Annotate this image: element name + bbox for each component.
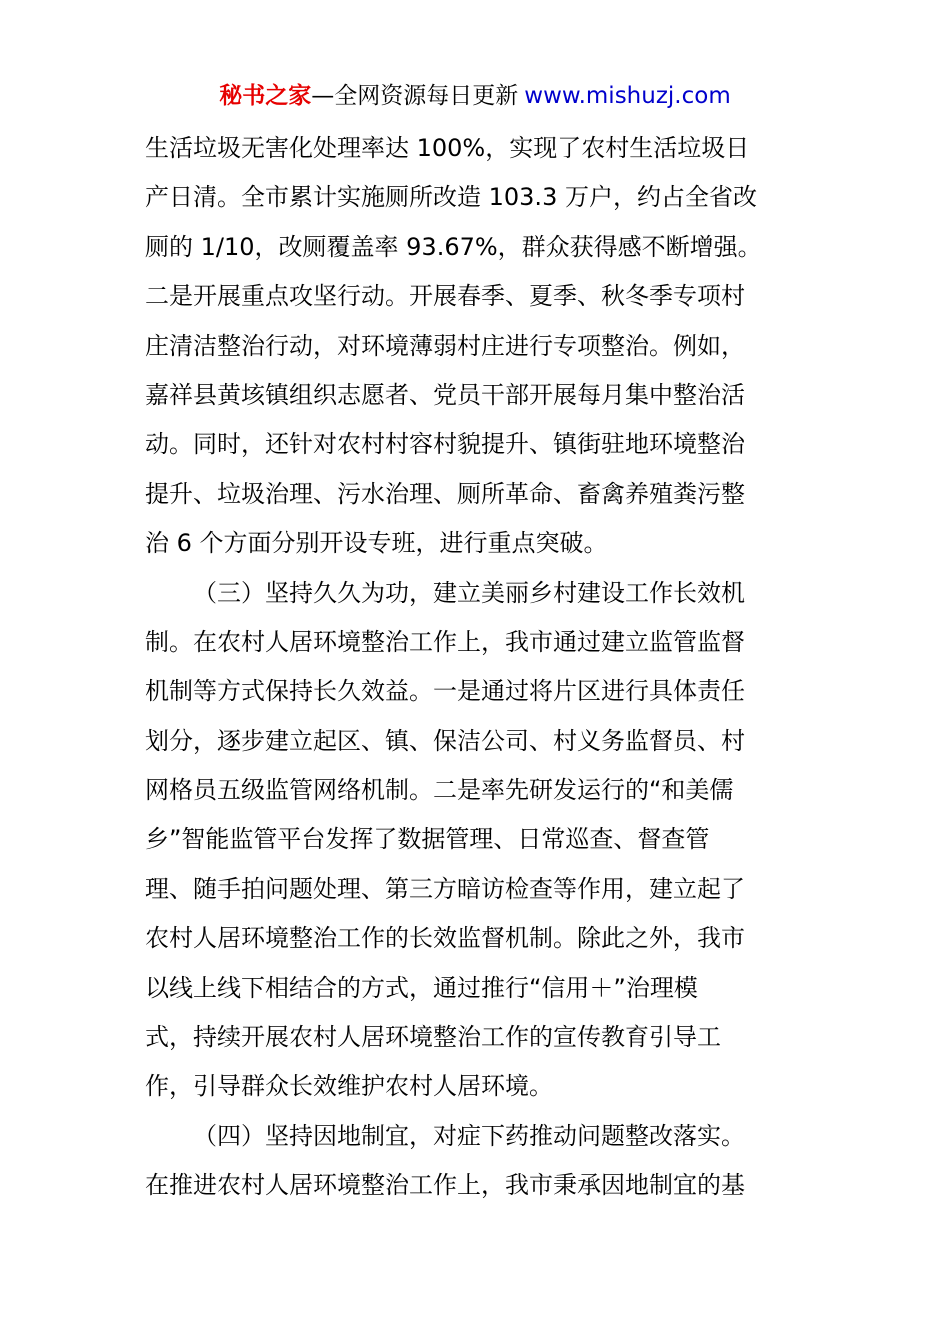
text-line: 乡”智能监管平台发挥了数据管理、日常巡查、督查管: [145, 825, 710, 854]
section-heading-line: （四）坚持因地制宜，对症下药推动问题整改落实。: [193, 1121, 745, 1150]
text-line: 机制等方式保持长久效益。一是通过将片区进行具体责任: [145, 677, 745, 706]
header-tagline: —全网资源每日更新: [311, 83, 519, 109]
document-body: [145, 124, 810, 1211]
site-url-link[interactable]: www.mishuzj.com: [524, 83, 731, 109]
text-line: 二是开展重点攻坚行动。开展春季、夏季、秋冬季专项村: [145, 282, 745, 311]
text-line: 动。同时，还针对农村村容村貌提升、镇街驻地环境整治: [145, 430, 745, 459]
text-line: 治 6 个方面分别开设专班，进行重点突破。: [145, 529, 608, 558]
text-line: 厕的 1/10，改厕覆盖率 93.67%，群众获得感不断增强。: [145, 232, 762, 261]
text-line: 划分，逐步建立起区、镇、保洁公司、村义务监督员、村: [145, 726, 745, 755]
text-line: 提升、垃圾治理、污水治理、厕所革命、畜禽养殖粪污整: [145, 479, 745, 508]
text-line: 产日清。全市累计实施厕所改造 103.3 万户，约占全省改: [145, 183, 757, 212]
text-line: 制。在农村人居环境整治工作上，我市通过建立监管监督: [145, 627, 745, 656]
text-line: 理、随手拍问题处理、第三方暗访检查等作用，建立起了: [145, 874, 745, 903]
page-header: [0, 80, 950, 112]
text-line: 嘉祥县黄垓镇组织志愿者、党员干部开展每月集中整治活: [145, 380, 745, 409]
text-line: 式，持续开展农村人居环境整治工作的宣传教育引导工: [145, 1023, 721, 1052]
text-line: 在推进农村人居环境整治工作上，我市秉承因地制宜的基: [145, 1171, 745, 1200]
text-line: 庄清洁整治行动，对环境薄弱村庄进行专项整治。例如，: [145, 331, 745, 360]
text-line: 农村人居环境整治工作的长效监督机制。除此之外，我市: [145, 924, 745, 953]
text-line: 网格员五级监管网络机制。二是率先研发运行的“和美儒: [145, 776, 734, 805]
brand-name: 秘书之家: [219, 83, 312, 109]
section-heading-line: （三）坚持久久为功，建立美丽乡村建设工作长效机: [193, 578, 745, 607]
text-line: 生活垃圾无害化处理率达 100%，实现了农村生活垃圾日: [145, 134, 750, 162]
text-line: 以线上线下相结合的方式，通过推行“信用＋”治理模: [145, 973, 698, 1002]
text-line: 作，引导群众长效维护农村人居环境。: [145, 1072, 553, 1101]
